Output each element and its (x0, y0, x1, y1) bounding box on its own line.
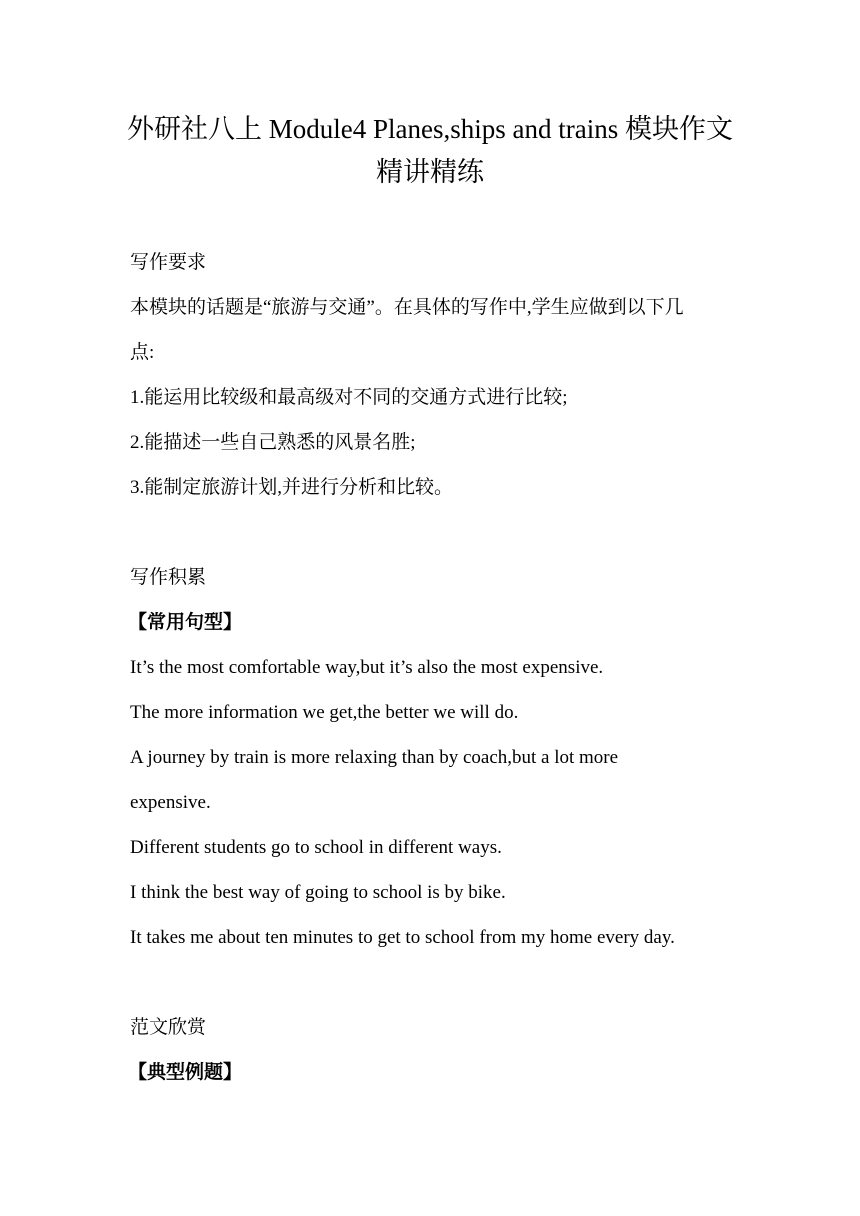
subheading-typical-example: 【典型例题】 (128, 1062, 243, 1083)
sentence-6: It takes me about ten minutes to get to school from my home every day. (130, 927, 675, 948)
intro-paragraph-line-2: 点: (130, 342, 155, 363)
subheading-common-sentence-patterns: 【常用句型】 (128, 612, 243, 633)
requirement-item-2: 2.能描述一些自己熟悉的风景名胜; (130, 432, 416, 453)
sentence-3-line-2: expensive. (130, 792, 211, 813)
sentence-2: The more information we get,the better we will do. (130, 702, 519, 723)
requirement-item-3: 3.能制定旅游计划,并进行分析和比较。 (130, 477, 454, 498)
sentence-5: I think the best way of going to school is by bike. (130, 882, 506, 903)
document-title-line-2: 精讲精练 (376, 157, 484, 187)
section-heading-writing-requirements: 写作要求 (130, 252, 207, 273)
requirement-item-1: 1.能运用比较级和最高级对不同的交通方式进行比较; (130, 387, 568, 408)
document-title-line-1: 外研社八上 Module4 Planes,ships and trains 模块作文 (127, 114, 733, 144)
intro-paragraph-line-1: 本模块的话题是“旅游与交通”。在具体的写作中,学生应做到以下几 (130, 297, 684, 318)
sentence-4: Different students go to school in different ways. (130, 837, 502, 858)
section-heading-writing-accumulation: 写作积累 (130, 567, 207, 588)
sentence-1: It’s the most comfortable way,but it’s also the most expensive. (130, 657, 604, 678)
sentence-3-line-1: A journey by train is more relaxing than by coach,but a lot more (130, 747, 619, 768)
section-heading-model-essay: 范文欣赏 (130, 1017, 207, 1038)
